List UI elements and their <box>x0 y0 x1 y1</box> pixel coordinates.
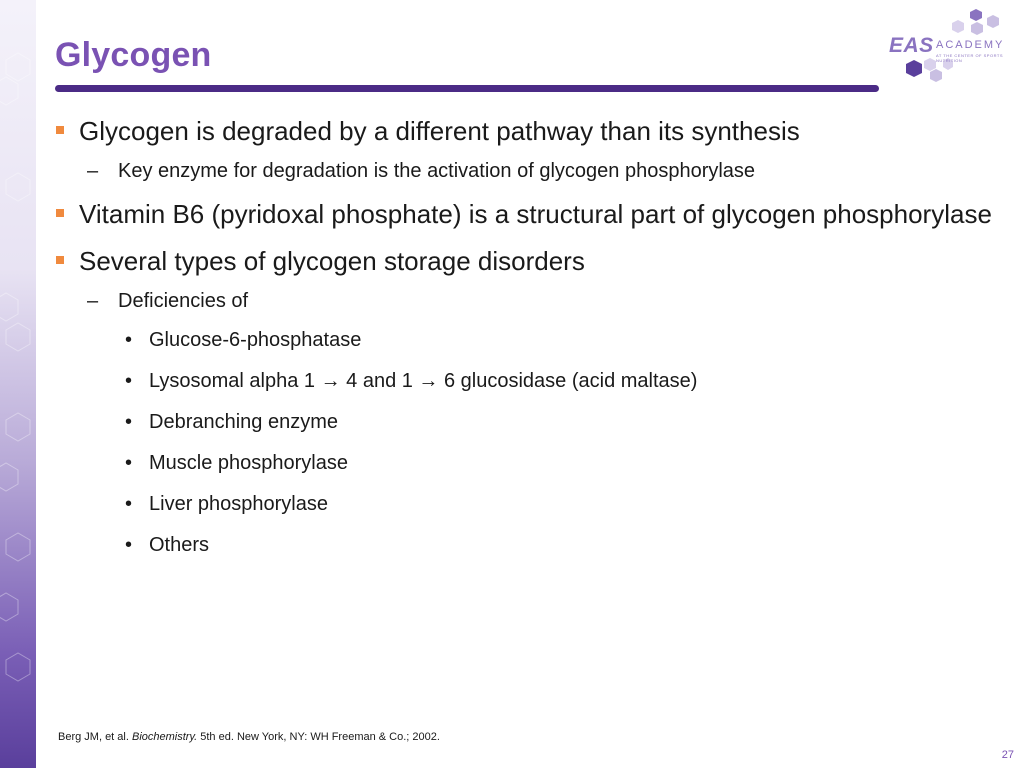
bullet-text: Key enzyme for degradation is the activation of glycogen phosphorylase <box>118 160 756 182</box>
eas-academy-logo <box>886 6 1016 90</box>
bullet-text: Debranching enzyme <box>149 411 338 433</box>
dot-bullet-icon: • <box>125 493 133 515</box>
dot-bullet-icon: • <box>125 411 133 433</box>
bullet-level2 <box>55 286 995 316</box>
bullet-level1 <box>55 112 995 151</box>
bullet-level3 <box>55 530 995 560</box>
bullet-level1 <box>55 242 995 281</box>
bullet-level3 <box>55 448 995 478</box>
slide-title: Glycogen <box>55 36 212 74</box>
citation-details: 5th ed. New York, NY: WH Freeman & Co.; 2002. <box>200 731 440 743</box>
bullet-text: Others <box>149 534 210 556</box>
square-bullet-icon <box>56 256 64 264</box>
square-bullet-icon <box>56 126 64 134</box>
dot-bullet-icon: • <box>125 329 133 351</box>
bullet-text: Liver phosphorylase <box>149 493 328 515</box>
bullet-text: Muscle phosphorylase <box>149 452 348 474</box>
bullet-text: Several types of glycogen storage disorders <box>79 246 585 276</box>
dash-bullet-icon: – <box>87 160 99 182</box>
dot-bullet-icon: • <box>125 452 133 474</box>
hexagon-pattern <box>0 0 36 768</box>
bullet-level2 <box>55 156 995 186</box>
slide-body <box>55 112 995 571</box>
bullet-level3 <box>55 325 995 355</box>
logo-tagline: AT THE CENTER OF SPORTS NUTRITION <box>936 53 1003 63</box>
bullet-level3 <box>55 366 995 396</box>
logo-academy: ACADEMY <box>936 39 1005 51</box>
bullet-text: Glycogen is degraded by a different pathway than its synthesis <box>79 116 800 146</box>
dot-bullet-icon: • <box>125 370 133 392</box>
page-number: 27 <box>1001 749 1014 761</box>
citation-authors: Berg JM, et al. <box>58 731 129 743</box>
citation-journal: Biochemistry. <box>131 731 198 743</box>
bullet-text: Deficiencies of <box>118 290 249 312</box>
bullet-level3 <box>55 407 995 437</box>
title-underline <box>55 85 879 92</box>
bullet-text: Lysosomal alpha 1 → 4 and 1 → 6 glucosidase (acid maltase) <box>149 370 698 392</box>
bullet-text: Glucose-6-phosphatase <box>149 329 362 351</box>
dash-bullet-icon: – <box>87 290 99 312</box>
left-decorative-band <box>0 0 36 768</box>
square-bullet-icon <box>56 209 64 217</box>
citation-footer <box>58 731 440 743</box>
logo-brand: EAS <box>889 34 934 57</box>
dot-bullet-icon: • <box>125 534 133 556</box>
bullet-level1 <box>55 195 995 234</box>
bullet-text: Vitamin B6 (pyridoxal phosphate) is a structural part of glycogen phosphorylase <box>79 199 992 229</box>
bullet-level3 <box>55 489 995 519</box>
